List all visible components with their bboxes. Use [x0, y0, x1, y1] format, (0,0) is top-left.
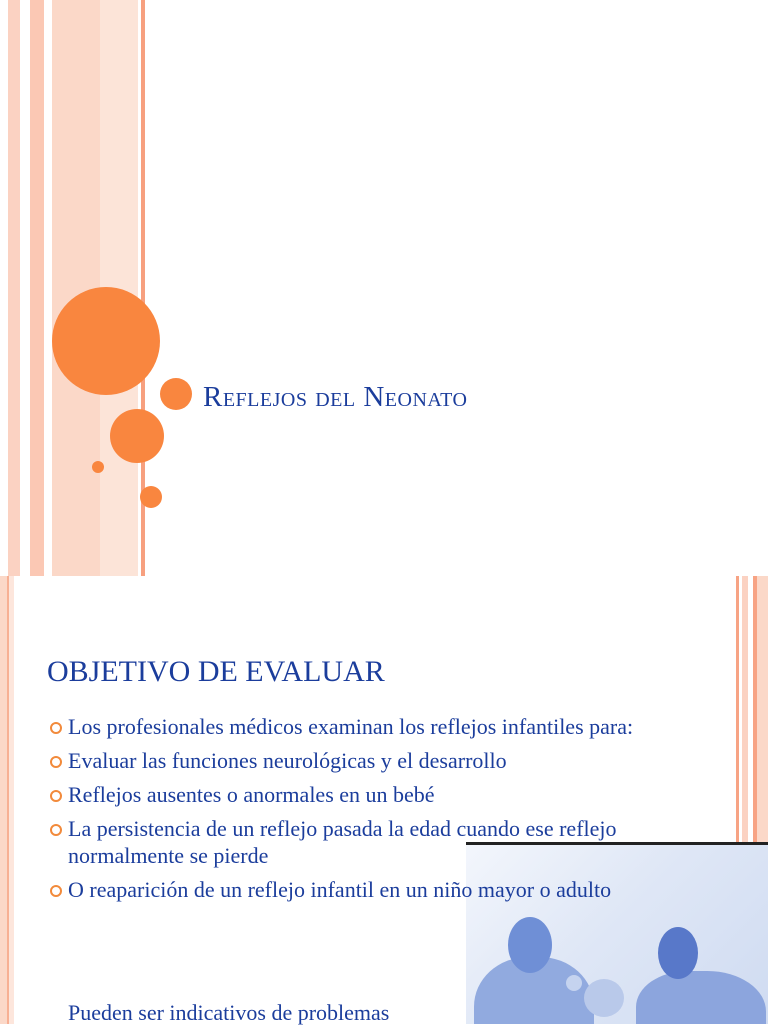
photo-figure [584, 979, 624, 1017]
photo-figure [658, 927, 698, 979]
decorative-circle [110, 409, 164, 463]
list-item-text: O reaparición de un reflejo infantil en un niño mayor o adulto [68, 877, 612, 902]
slide-title-text: Reflejos del Neonato [203, 381, 468, 413]
photo-figure [636, 971, 766, 1024]
list-item [47, 815, 687, 869]
decorative-circle [140, 486, 162, 508]
list-item-text: Evaluar las funciones neurológicas y el desarrollo [68, 748, 507, 773]
decorative-circle [52, 287, 160, 395]
list-item-text: La persistencia de un reflejo pasada la edad cuando ese reflejo normalmente se pierde [68, 816, 617, 868]
decorative-circle [92, 461, 104, 473]
list-item [47, 781, 687, 808]
decorative-stripes [0, 0, 150, 576]
section-heading: OBJETIVO DE EVALUAR [47, 655, 385, 688]
bullet-icon [50, 722, 62, 734]
photo-figure [508, 917, 552, 973]
footer-text: Pueden ser indicativos de problemas [68, 1000, 390, 1025]
bullet-icon [50, 790, 62, 802]
list-item [47, 747, 687, 774]
bullet-icon [50, 824, 62, 836]
decorative-stripes-left [0, 576, 14, 1024]
list-item [47, 713, 687, 740]
photo-figure [566, 975, 582, 991]
list-item-text: Reflejos ausentes o anormales en un bebé [68, 782, 435, 807]
bullet-icon [50, 756, 62, 768]
list-item [47, 876, 687, 903]
bullet-icon [50, 885, 62, 897]
bullet-list [47, 713, 687, 910]
decorative-circle [160, 378, 192, 410]
list-item-text: Los profesionales médicos examinan los reflejos infantiles para: [68, 714, 634, 739]
